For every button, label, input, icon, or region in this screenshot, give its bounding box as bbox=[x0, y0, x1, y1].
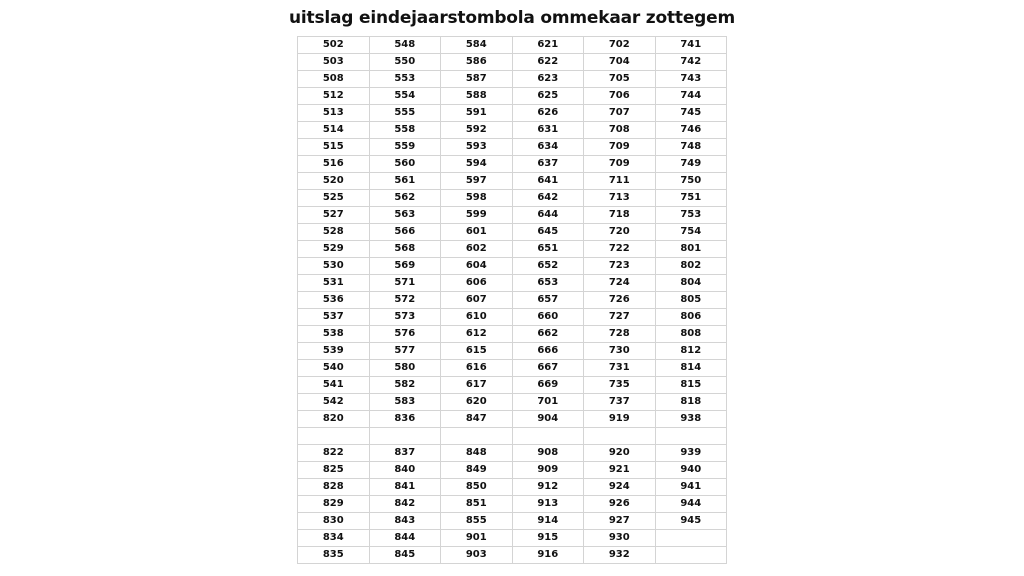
table-cell: 805 bbox=[655, 292, 727, 309]
table-cell bbox=[655, 547, 727, 564]
table-cell: 529 bbox=[298, 241, 370, 258]
table-cell: 592 bbox=[441, 122, 513, 139]
table-cell: 840 bbox=[369, 462, 441, 479]
table-row bbox=[298, 445, 727, 462]
table-cell: 930 bbox=[584, 530, 656, 547]
table-cell: 938 bbox=[655, 411, 727, 428]
table-cell: 516 bbox=[298, 156, 370, 173]
table-cell: 586 bbox=[441, 54, 513, 71]
table-row bbox=[298, 122, 727, 139]
table-row bbox=[298, 275, 727, 292]
table-cell: 577 bbox=[369, 343, 441, 360]
table-cell: 812 bbox=[655, 343, 727, 360]
table-cell bbox=[584, 428, 656, 445]
table-cell: 901 bbox=[441, 530, 513, 547]
table-cell: 623 bbox=[512, 71, 584, 88]
table-cell: 512 bbox=[298, 88, 370, 105]
table-cell: 597 bbox=[441, 173, 513, 190]
table-cell: 539 bbox=[298, 343, 370, 360]
table-cell: 741 bbox=[655, 37, 727, 54]
table-cell: 652 bbox=[512, 258, 584, 275]
table-cell: 927 bbox=[584, 513, 656, 530]
table-cell: 924 bbox=[584, 479, 656, 496]
table-cell: 540 bbox=[298, 360, 370, 377]
table-cell: 541 bbox=[298, 377, 370, 394]
table-row bbox=[298, 54, 727, 71]
table-cell: 530 bbox=[298, 258, 370, 275]
table-cell: 815 bbox=[655, 377, 727, 394]
table-cell: 520 bbox=[298, 173, 370, 190]
table-cell: 616 bbox=[441, 360, 513, 377]
table-row bbox=[298, 513, 727, 530]
table-cell bbox=[655, 428, 727, 445]
table-cell: 844 bbox=[369, 530, 441, 547]
table-cell: 913 bbox=[512, 496, 584, 513]
table-cell: 843 bbox=[369, 513, 441, 530]
table-cell: 842 bbox=[369, 496, 441, 513]
table-cell: 822 bbox=[298, 445, 370, 462]
table-cell: 830 bbox=[298, 513, 370, 530]
table-cell: 634 bbox=[512, 139, 584, 156]
table-cell: 743 bbox=[655, 71, 727, 88]
table-cell: 705 bbox=[584, 71, 656, 88]
table-row bbox=[298, 224, 727, 241]
table-row bbox=[298, 462, 727, 479]
table-cell: 735 bbox=[584, 377, 656, 394]
table-cell: 502 bbox=[298, 37, 370, 54]
table-cell: 515 bbox=[298, 139, 370, 156]
table-cell: 622 bbox=[512, 54, 584, 71]
table-cell: 508 bbox=[298, 71, 370, 88]
table-cell: 707 bbox=[584, 105, 656, 122]
table-cell: 849 bbox=[441, 462, 513, 479]
table-cell: 727 bbox=[584, 309, 656, 326]
table-cell: 702 bbox=[584, 37, 656, 54]
table-cell: 713 bbox=[584, 190, 656, 207]
table-cell: 531 bbox=[298, 275, 370, 292]
table-cell: 644 bbox=[512, 207, 584, 224]
table-cell: 814 bbox=[655, 360, 727, 377]
table-cell: 538 bbox=[298, 326, 370, 343]
table-cell: 626 bbox=[512, 105, 584, 122]
table-cell: 737 bbox=[584, 394, 656, 411]
table-cell: 561 bbox=[369, 173, 441, 190]
table-cell: 588 bbox=[441, 88, 513, 105]
table-cell: 904 bbox=[512, 411, 584, 428]
table-cell: 602 bbox=[441, 241, 513, 258]
table-cell: 601 bbox=[441, 224, 513, 241]
table-row bbox=[298, 241, 727, 258]
table-cell: 837 bbox=[369, 445, 441, 462]
table-cell: 667 bbox=[512, 360, 584, 377]
table-cell: 666 bbox=[512, 343, 584, 360]
table-cell: 536 bbox=[298, 292, 370, 309]
table-cell: 653 bbox=[512, 275, 584, 292]
table-cell: 620 bbox=[441, 394, 513, 411]
table-cell: 563 bbox=[369, 207, 441, 224]
table-cell: 591 bbox=[441, 105, 513, 122]
table-cell: 724 bbox=[584, 275, 656, 292]
table-cell: 730 bbox=[584, 343, 656, 360]
table-row bbox=[298, 292, 727, 309]
table-cell: 944 bbox=[655, 496, 727, 513]
table-cell: 553 bbox=[369, 71, 441, 88]
table-cell: 572 bbox=[369, 292, 441, 309]
table-cell: 637 bbox=[512, 156, 584, 173]
results-table bbox=[297, 36, 727, 564]
table-cell: 587 bbox=[441, 71, 513, 88]
table-row bbox=[298, 326, 727, 343]
table-cell: 753 bbox=[655, 207, 727, 224]
table-row bbox=[298, 479, 727, 496]
table-cell: 709 bbox=[584, 139, 656, 156]
table-cell: 718 bbox=[584, 207, 656, 224]
table-cell: 945 bbox=[655, 513, 727, 530]
table-cell: 808 bbox=[655, 326, 727, 343]
table-cell: 903 bbox=[441, 547, 513, 564]
table-cell: 598 bbox=[441, 190, 513, 207]
table-cell: 723 bbox=[584, 258, 656, 275]
table-cell bbox=[369, 428, 441, 445]
table-cell: 818 bbox=[655, 394, 727, 411]
table-cell: 645 bbox=[512, 224, 584, 241]
table-row bbox=[298, 139, 727, 156]
table-cell: 841 bbox=[369, 479, 441, 496]
table-cell: 625 bbox=[512, 88, 584, 105]
table-cell: 593 bbox=[441, 139, 513, 156]
table-row bbox=[298, 411, 727, 428]
table-cell: 748 bbox=[655, 139, 727, 156]
table-cell: 848 bbox=[441, 445, 513, 462]
table-cell: 845 bbox=[369, 547, 441, 564]
table-cell: 542 bbox=[298, 394, 370, 411]
table-cell: 657 bbox=[512, 292, 584, 309]
table-cell: 804 bbox=[655, 275, 727, 292]
table-cell bbox=[298, 428, 370, 445]
table-row bbox=[298, 105, 727, 122]
table-cell: 836 bbox=[369, 411, 441, 428]
table-cell: 914 bbox=[512, 513, 584, 530]
table-row bbox=[298, 428, 727, 445]
table-cell: 916 bbox=[512, 547, 584, 564]
table-row bbox=[298, 88, 727, 105]
table-cell: 720 bbox=[584, 224, 656, 241]
table-cell bbox=[512, 428, 584, 445]
table-cell: 513 bbox=[298, 105, 370, 122]
table-row bbox=[298, 394, 727, 411]
table-row bbox=[298, 496, 727, 513]
table-cell: 806 bbox=[655, 309, 727, 326]
document-title: uitslag eindejaarstombola ommekaar zottegem bbox=[289, 8, 735, 28]
table-row bbox=[298, 530, 727, 547]
table-cell: 850 bbox=[441, 479, 513, 496]
table-cell: 559 bbox=[369, 139, 441, 156]
table-cell: 554 bbox=[369, 88, 441, 105]
table-cell: 662 bbox=[512, 326, 584, 343]
table-cell: 912 bbox=[512, 479, 584, 496]
table-cell: 528 bbox=[298, 224, 370, 241]
table-cell: 940 bbox=[655, 462, 727, 479]
table-cell: 704 bbox=[584, 54, 656, 71]
table-cell: 562 bbox=[369, 190, 441, 207]
table-cell: 908 bbox=[512, 445, 584, 462]
table-cell: 745 bbox=[655, 105, 727, 122]
table-cell: 709 bbox=[584, 156, 656, 173]
table-cell: 569 bbox=[369, 258, 441, 275]
table-cell: 560 bbox=[369, 156, 441, 173]
table-cell: 751 bbox=[655, 190, 727, 207]
table-cell: 711 bbox=[584, 173, 656, 190]
table-cell: 855 bbox=[441, 513, 513, 530]
table-cell: 576 bbox=[369, 326, 441, 343]
table-cell: 825 bbox=[298, 462, 370, 479]
table-cell: 728 bbox=[584, 326, 656, 343]
table-cell: 754 bbox=[655, 224, 727, 241]
table-cell: 621 bbox=[512, 37, 584, 54]
table-cell bbox=[441, 428, 513, 445]
table-cell: 617 bbox=[441, 377, 513, 394]
table-cell: 568 bbox=[369, 241, 441, 258]
table-row bbox=[298, 190, 727, 207]
table-row bbox=[298, 377, 727, 394]
table-row bbox=[298, 207, 727, 224]
table-cell: 847 bbox=[441, 411, 513, 428]
table-cell: 820 bbox=[298, 411, 370, 428]
table-cell: 641 bbox=[512, 173, 584, 190]
table-cell: 555 bbox=[369, 105, 441, 122]
table-cell: 583 bbox=[369, 394, 441, 411]
table-cell: 746 bbox=[655, 122, 727, 139]
table-cell: 909 bbox=[512, 462, 584, 479]
table-cell: 615 bbox=[441, 343, 513, 360]
table-row bbox=[298, 343, 727, 360]
table-cell: 920 bbox=[584, 445, 656, 462]
table-cell: 503 bbox=[298, 54, 370, 71]
table-cell: 599 bbox=[441, 207, 513, 224]
table-row bbox=[298, 547, 727, 564]
table-row bbox=[298, 156, 727, 173]
table-cell: 731 bbox=[584, 360, 656, 377]
table-row bbox=[298, 309, 727, 326]
table-cell: 706 bbox=[584, 88, 656, 105]
table-cell: 651 bbox=[512, 241, 584, 258]
table-cell: 749 bbox=[655, 156, 727, 173]
table-cell: 571 bbox=[369, 275, 441, 292]
table-cell: 537 bbox=[298, 309, 370, 326]
table-cell: 610 bbox=[441, 309, 513, 326]
table-cell: 829 bbox=[298, 496, 370, 513]
table-row bbox=[298, 71, 727, 88]
table-cell: 566 bbox=[369, 224, 441, 241]
table-cell: 525 bbox=[298, 190, 370, 207]
table-cell: 558 bbox=[369, 122, 441, 139]
table-cell: 742 bbox=[655, 54, 727, 71]
table-cell: 548 bbox=[369, 37, 441, 54]
table-cell: 722 bbox=[584, 241, 656, 258]
table-cell: 582 bbox=[369, 377, 441, 394]
table-cell: 851 bbox=[441, 496, 513, 513]
table-cell: 708 bbox=[584, 122, 656, 139]
table-cell: 834 bbox=[298, 530, 370, 547]
table-cell: 573 bbox=[369, 309, 441, 326]
table-cell: 642 bbox=[512, 190, 584, 207]
table-cell: 669 bbox=[512, 377, 584, 394]
table-cell: 941 bbox=[655, 479, 727, 496]
table-cell: 835 bbox=[298, 547, 370, 564]
table-cell: 550 bbox=[369, 54, 441, 71]
table-row bbox=[298, 360, 727, 377]
table-cell: 612 bbox=[441, 326, 513, 343]
table-cell: 584 bbox=[441, 37, 513, 54]
table-cell: 726 bbox=[584, 292, 656, 309]
table-cell: 631 bbox=[512, 122, 584, 139]
table-cell: 604 bbox=[441, 258, 513, 275]
table-cell: 527 bbox=[298, 207, 370, 224]
table-cell bbox=[655, 530, 727, 547]
table-cell: 660 bbox=[512, 309, 584, 326]
table-cell: 802 bbox=[655, 258, 727, 275]
table-cell: 607 bbox=[441, 292, 513, 309]
table-cell: 744 bbox=[655, 88, 727, 105]
table-cell: 919 bbox=[584, 411, 656, 428]
table-cell: 915 bbox=[512, 530, 584, 547]
table-cell: 828 bbox=[298, 479, 370, 496]
table-cell: 921 bbox=[584, 462, 656, 479]
table-row bbox=[298, 173, 727, 190]
table-cell: 594 bbox=[441, 156, 513, 173]
table-cell: 606 bbox=[441, 275, 513, 292]
table-cell: 514 bbox=[298, 122, 370, 139]
table-cell: 801 bbox=[655, 241, 727, 258]
table-row bbox=[298, 258, 727, 275]
table-cell: 932 bbox=[584, 547, 656, 564]
table-row bbox=[298, 37, 727, 54]
table-cell: 926 bbox=[584, 496, 656, 513]
results-table-body bbox=[298, 37, 727, 564]
table-cell: 580 bbox=[369, 360, 441, 377]
table-cell: 750 bbox=[655, 173, 727, 190]
table-cell: 701 bbox=[512, 394, 584, 411]
table-cell: 939 bbox=[655, 445, 727, 462]
